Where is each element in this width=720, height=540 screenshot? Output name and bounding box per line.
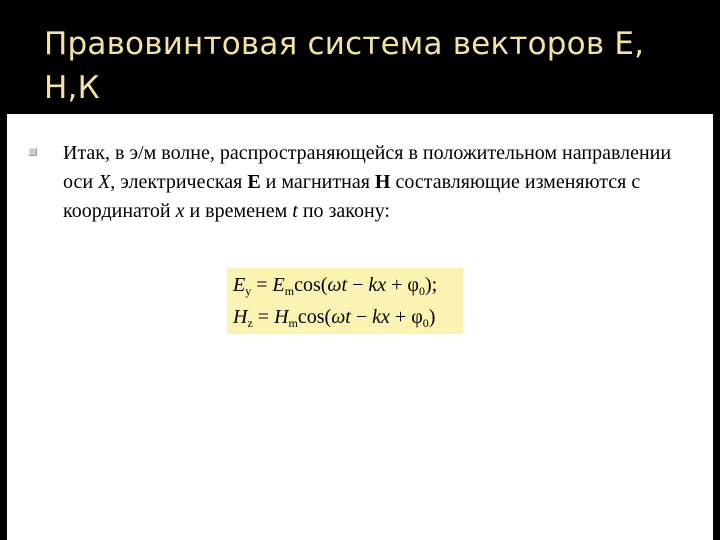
formula-operator: −	[347, 274, 369, 296]
formula-subscript: y	[245, 284, 252, 298]
formula-operator: =	[252, 306, 275, 328]
formula-ey	[233, 272, 437, 304]
bullet-icon	[29, 148, 37, 156]
formula-symbol: H	[274, 306, 289, 328]
title-band	[0, 0, 720, 112]
formula-symbol: φ	[407, 274, 419, 296]
axis-x-symbol: X	[98, 171, 111, 193]
formula-operator: )	[428, 306, 436, 328]
formula-symbol: E	[272, 274, 285, 296]
formula-subscript: 0	[422, 316, 429, 330]
formula-symbol: kx	[368, 274, 387, 296]
body-text-segment: по закону:	[297, 200, 390, 222]
formula-operator: −	[350, 306, 373, 328]
coordinate-x-symbol: x	[175, 200, 185, 222]
body-text-segment: Итак, в э/м волне, распространяющейся в положительном направлении оси	[63, 142, 672, 193]
formula-operator: =	[251, 274, 273, 296]
formula-subscript: m	[288, 316, 298, 330]
vector-e-symbol: E	[247, 171, 261, 193]
content-panel	[7, 114, 713, 540]
body-text-segment: и магнитная	[260, 171, 375, 193]
formula-hz	[233, 304, 435, 336]
time-t-symbol: t	[292, 200, 298, 222]
formula-symbol: H	[233, 306, 248, 328]
formula-function: cos(	[297, 306, 332, 328]
formula-symbol: ωt	[327, 274, 348, 296]
slide-title: Правовинтовая система векторов Е, Н,К	[44, 26, 645, 106]
formula-symbol: φ	[411, 306, 423, 328]
formula-subscript: 0	[418, 284, 425, 298]
formula-box	[227, 268, 463, 334]
formula-symbol: ωt	[331, 306, 351, 328]
formula-operator: +	[386, 274, 408, 296]
vector-h-symbol: H	[374, 171, 391, 193]
formula-subscript: m	[284, 284, 295, 298]
formula-operator: );	[424, 274, 438, 296]
formula-operator: +	[389, 306, 412, 328]
formula-function: cos(	[294, 274, 328, 296]
formula-subscript: z	[247, 316, 253, 330]
formula-symbol: kx	[372, 306, 390, 328]
formula-symbol: E	[233, 274, 246, 296]
body-text-segment: составляющие изменяются с координатой	[63, 171, 641, 222]
body-text-segment: и временем	[184, 200, 293, 222]
body-text-segment: , электрическая	[110, 171, 248, 193]
body-paragraph	[63, 139, 693, 226]
